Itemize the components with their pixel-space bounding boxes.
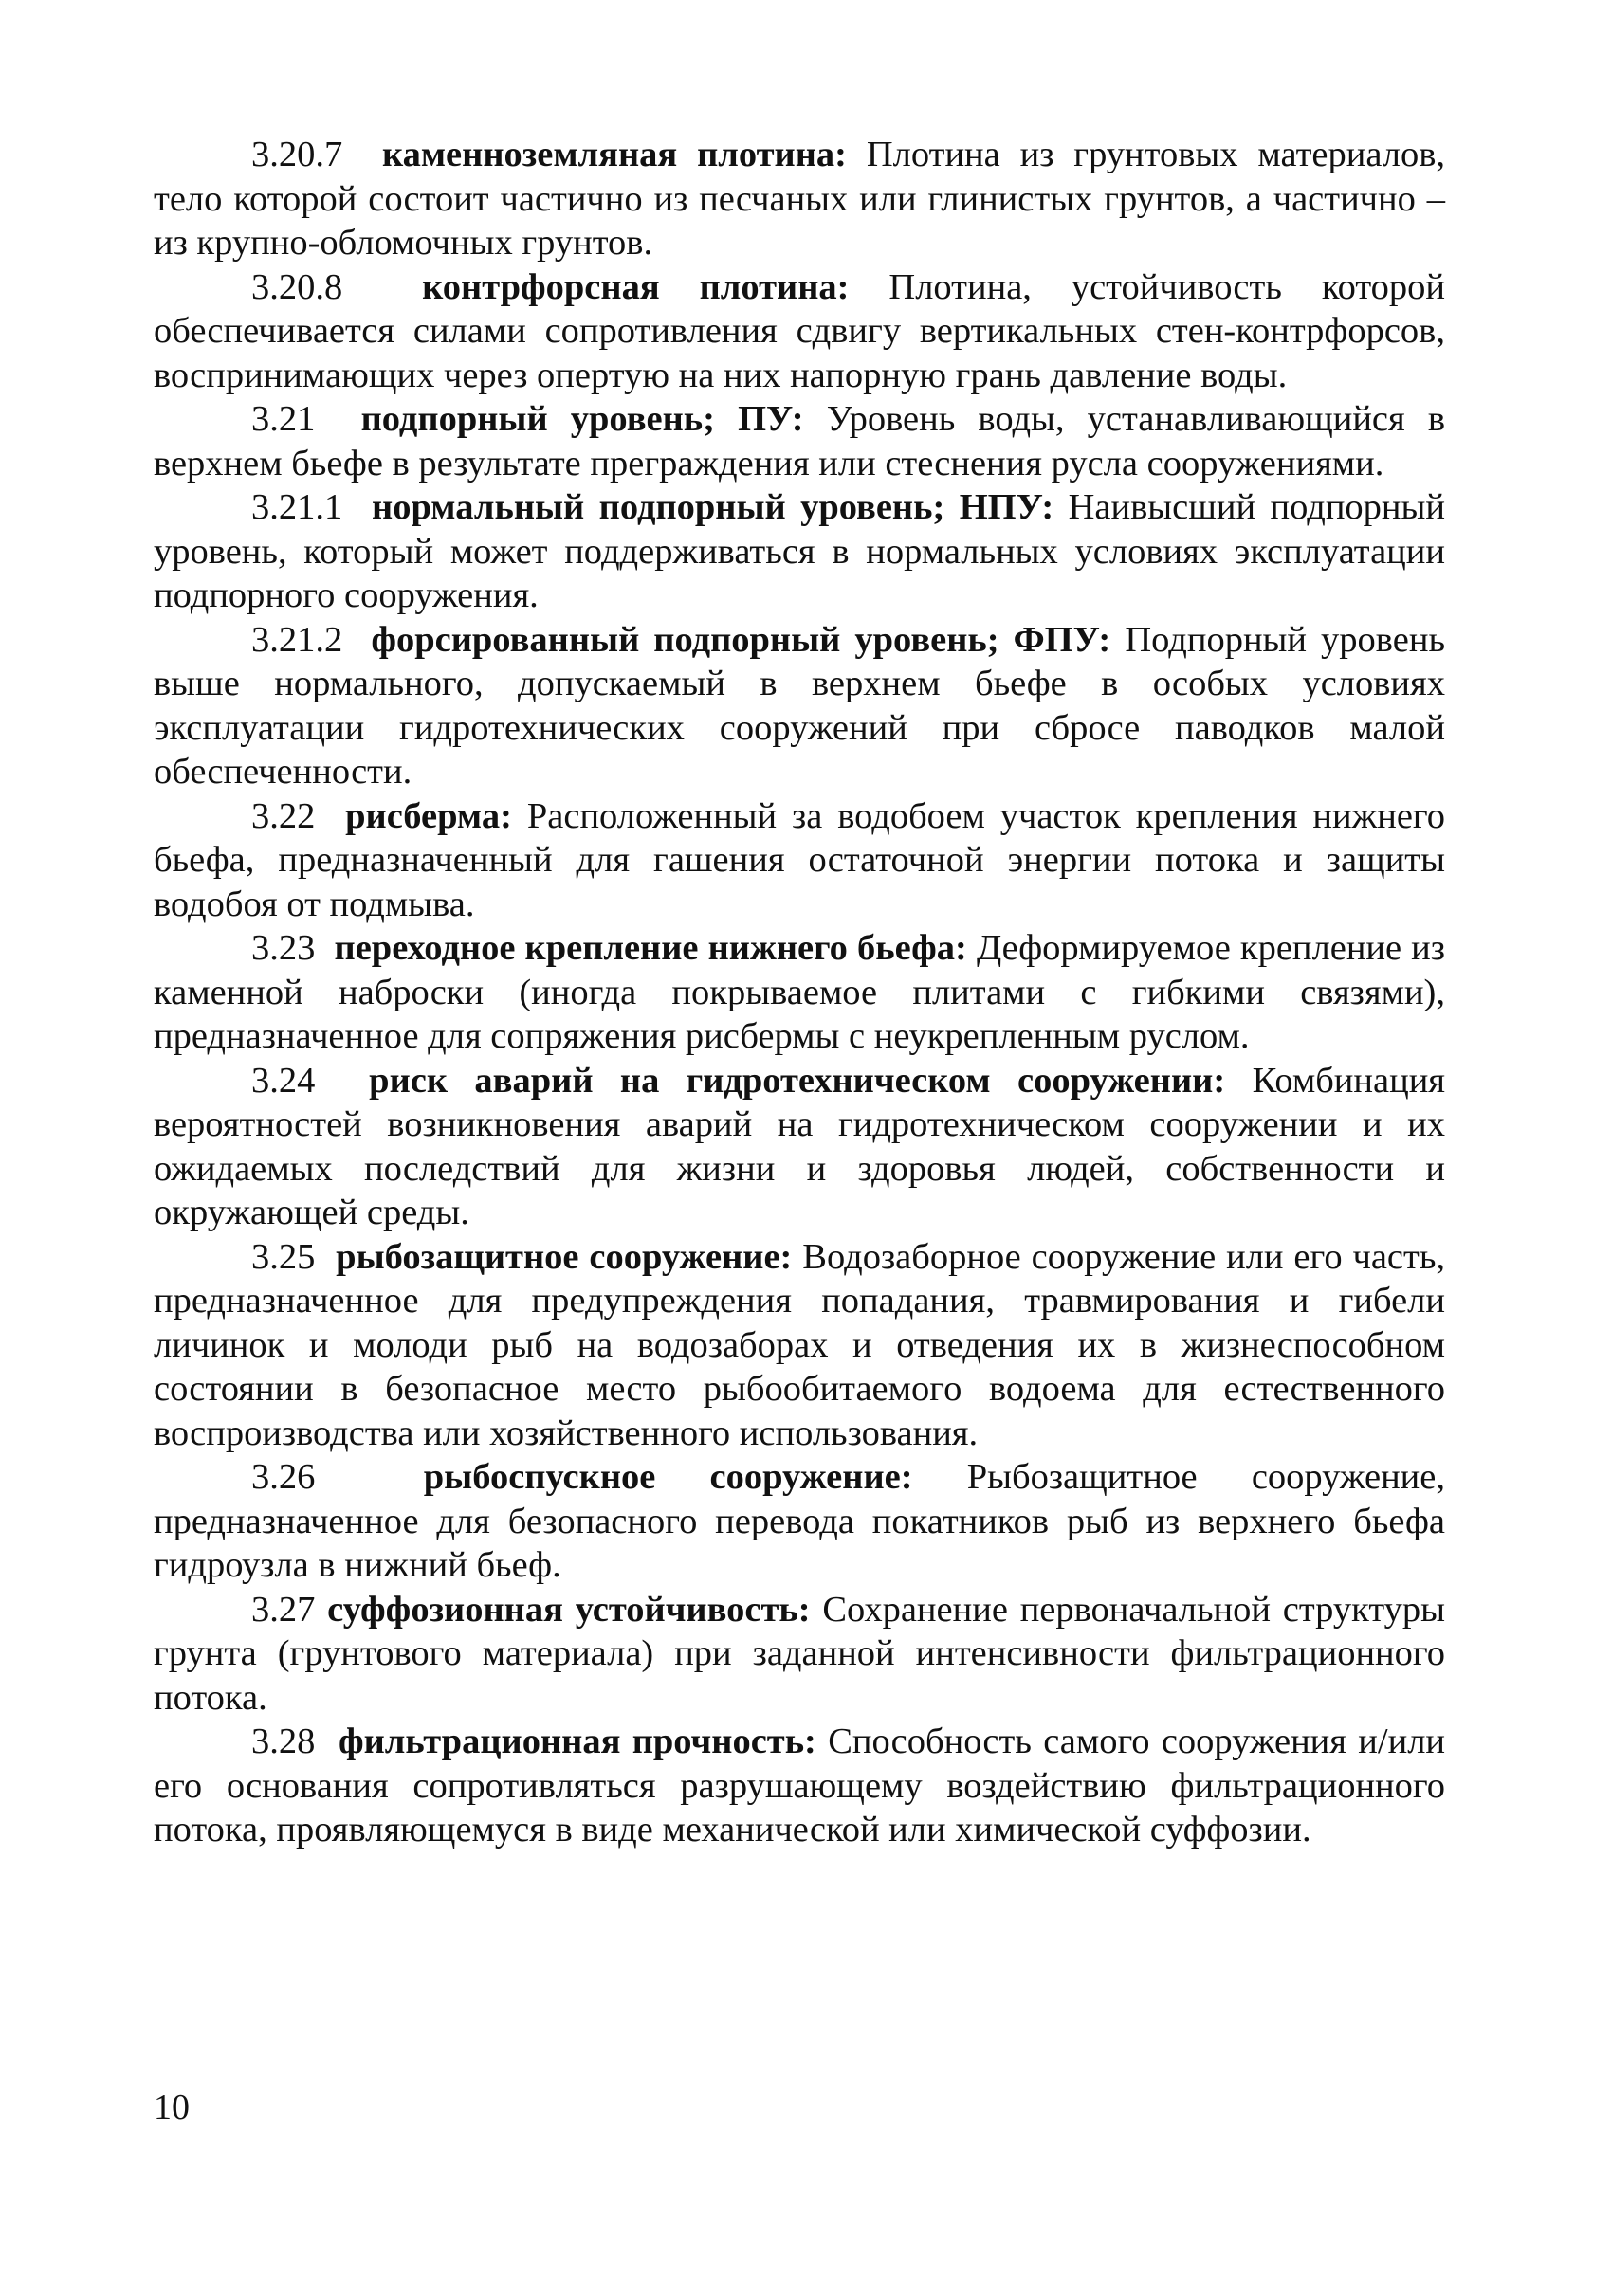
entry-number: 3.23 [251,928,316,968]
entry-term: риск аварий на гидротехническом сооружении: [369,1060,1226,1101]
entry-3-23 [154,926,1445,1059]
entry-number: 3.20.7 [251,135,343,174]
entry-definition: Плотина, устойчивость которой обеспечивается силами сопротивления сдвигу вертикальных стен-контрфорсов, воспринимающих через опертую на них напорную грань давление воды. [154,266,1445,395]
entry-definition: Деформируемое крепление из каменной наброски (иногда покрываемое плитами с гибкими связями), предназначенное для сопряжения рисбермы с неукрепленным руслом. [154,928,1445,1056]
entry-definition: Плотина из грунтовых материалов, тело которой состоит частично из песчаных или глинистых грунтов, а частично – из крупно-обломочных грунтов. [154,135,1446,263]
entry-definition: Способность самого сооружения и/или его основания сопротивляться разрушающему воздействию фильтрационного потока, проявляющемуся в виде механической или химической суффозии. [154,1722,1446,1850]
entry-number: 3.21.2 [251,619,343,660]
entry-definition: Рыбозащитное сооружение, предназначенное для безопасного перевода покатников рыб из верхнего бьефа гидроузла в нижний бьеф. [154,1457,1445,1585]
entry-definition: Комбинация вероятностей возникновения аварий на гидротехническом сооружении и их ожидаемых последствий для жизни и здоровья людей, собственности и окружающей среды. [154,1060,1446,1232]
entry-3-25 [154,1235,1445,1456]
entry-term: подпорный уровень; ПУ: [360,399,804,439]
entry-definition: Уровень воды, устанавливающийся в верхнем бьефе в результате преграждения или стеснения русла сооружениями. [154,399,1446,483]
entry-number: 3.22 [251,795,316,836]
entry-3-28 [154,1720,1445,1852]
entry-term: каменноземляная плотина: [381,135,847,174]
entry-3-21-1 [154,485,1445,618]
entry-3-21 [154,397,1445,485]
entry-term: форсированный подпорный уровень; ФПУ: [371,619,1111,660]
entry-number: 3.21.1 [251,487,343,527]
entry-term: суффозионная устойчивость: [327,1589,811,1630]
entry-term: контрфорсная плотина: [422,266,850,307]
entry-term: рыбозащитное сооружение: [336,1236,793,1277]
entry-term: переходное крепление нижнего бьефа: [334,928,967,968]
entry-3-22 [154,794,1445,927]
entry-3-26 [154,1455,1445,1588]
entry-number: 3.24 [251,1060,316,1101]
entry-term: фильтрационная прочность: [338,1722,816,1761]
entry-number: 3.20.8 [251,266,343,307]
entry-3-21-2 [154,618,1445,794]
page-number: 10 [154,2087,190,2127]
entry-term: нормальный подпорный уровень; НПУ: [372,487,1054,527]
entry-number: 3.25 [251,1236,316,1277]
entry-definition: Водозаборное сооружение или его часть, предназначенное для предупреждения попадания, травмирования и гибели личинок и молоди рыб на водозаборах и отведения их в жизнеспособном состоянии в безопасное место рыбообитаемого водоема для естественного воспроизводства или хозяйственного использования. [154,1236,1446,1453]
entry-definition: Расположенный за водобоем участок крепления нижнего бьефа, предназначенный для гашения остаточной энергии потока и защиты водобоя от подмыва. [154,795,1445,924]
entry-3-20-7 [154,133,1445,265]
entry-definition: Сохранение первоначальной структуры грунта (грунтового материала) при заданной интенсивности фильтрационного потока. [154,1589,1446,1718]
entry-3-27 [154,1588,1445,1721]
entry-3-20-8 [154,265,1445,398]
document-body [154,133,1445,1852]
entry-3-24 [154,1059,1445,1235]
entry-definition: Подпорный уровень выше нормального, допускаемый в верхнем бьефе в особых условиях эксплуатации гидротехнических сооружений при сбросе паводков малой обеспеченности. [154,619,1446,792]
entry-term: рисберма: [345,795,512,836]
entry-term: рыбоспускное сооружение: [423,1457,913,1497]
entry-number: 3.21 [251,399,316,439]
entry-number: 3.28 [251,1722,316,1761]
entry-number: 3.26 [251,1457,316,1497]
entry-number: 3.27 [251,1589,316,1630]
entry-definition: Наивысший подпорный уровень, который может поддерживаться в нормальных условиях эксплуатации подпорного сооружения. [154,487,1445,615]
